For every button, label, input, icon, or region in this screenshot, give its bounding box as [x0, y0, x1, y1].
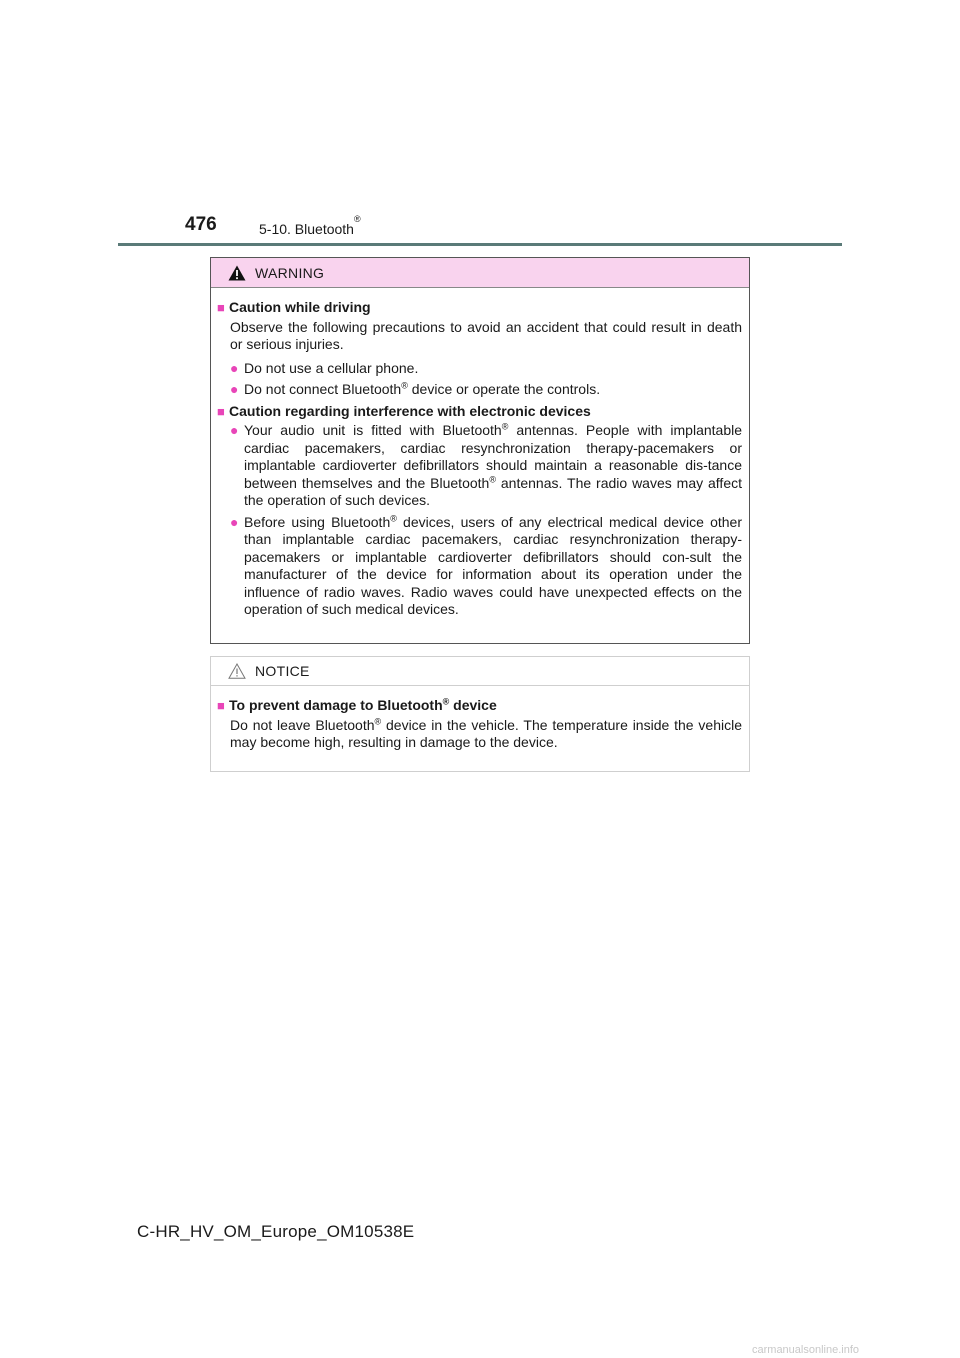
square-bullet-icon: ■ — [217, 403, 225, 419]
square-bullet-icon: ■ — [217, 300, 225, 315]
section-title-text: 5-10. Bluetooth — [259, 221, 354, 237]
list-item — [217, 360, 742, 378]
bullet-dot-icon: ● — [230, 422, 239, 438]
warning-body — [211, 288, 749, 619]
list-item-text: Do not connect Bluetooth® device or operate the controls. — [244, 380, 601, 397]
section-title — [259, 214, 361, 237]
notice-body — [211, 686, 749, 752]
document-footer: C-HR_HV_OM_Europe_OM10538E — [137, 1222, 415, 1241]
registered-mark: ® — [442, 696, 450, 707]
registered-mark: ® — [489, 473, 496, 484]
registered-mark: ® — [353, 214, 361, 224]
paragraph: Do not leave Bluetooth® device in the vehicle. The temperature inside the vehicle may become high, resulting in damage to the device. — [230, 715, 742, 750]
notice-box — [210, 656, 750, 772]
warning-label: WARNING — [255, 264, 325, 281]
section-heading — [217, 697, 742, 715]
notice-triangle-icon — [228, 663, 246, 679]
notice-header — [211, 657, 749, 686]
heading-text: To prevent damage to Bluetooth® device — [229, 696, 497, 713]
registered-mark: ® — [501, 421, 509, 432]
section-heading — [217, 403, 742, 421]
warning-header — [211, 258, 749, 288]
list-item-text: Do not use a cellular phone. — [244, 359, 419, 376]
warning-box — [210, 257, 750, 644]
square-bullet-icon: ■ — [217, 698, 225, 713]
bullet-dot-icon: ● — [230, 359, 239, 376]
notice-label: NOTICE — [255, 663, 310, 679]
list-item — [217, 381, 742, 399]
registered-mark: ® — [401, 380, 408, 391]
section-heading — [217, 299, 742, 317]
page-number: 476 — [185, 214, 217, 235]
heading-text: Caution while driving — [229, 299, 371, 315]
bullet-dot-icon: ● — [230, 513, 239, 530]
watermark: carmanualsonline.info — [752, 1344, 860, 1356]
registered-mark: ® — [374, 715, 382, 726]
bullet-dot-icon: ● — [230, 381, 239, 397]
list-item-text: Before using Bluetooth® devices, users of any electrical medical device other than implantable cardiac pacemakers, cardiac resynchronization therapy-pacemakers or implantable cardioverter defibrillators should con-sult the manufacturer of the device for information about its operation under the influence of radio waves. Radio waves could have unexpected effects on the operation of such medical devices. — [244, 512, 742, 617]
warning-triangle-icon — [228, 265, 246, 281]
registered-mark: ® — [390, 512, 397, 523]
list-item — [217, 422, 742, 510]
header-rule — [118, 243, 842, 246]
list-item-text: Your audio unit is fitted with Bluetooth® antennas. People with implantable cardiac pacemakers, cardiac resynchronization therapy-pacemakers or implantable cardioverter defibrillators should maintain a reasonable dis-tance between themselves and the Bluetooth® antennas. The radio waves may affect the operation of such devices. — [244, 421, 742, 508]
paragraph: Observe the following precautions to avoid an accident that could result in death or serious injuries. — [230, 318, 742, 352]
list-item — [217, 514, 742, 619]
heading-text: Caution regarding interference with electronic devices — [229, 402, 591, 419]
